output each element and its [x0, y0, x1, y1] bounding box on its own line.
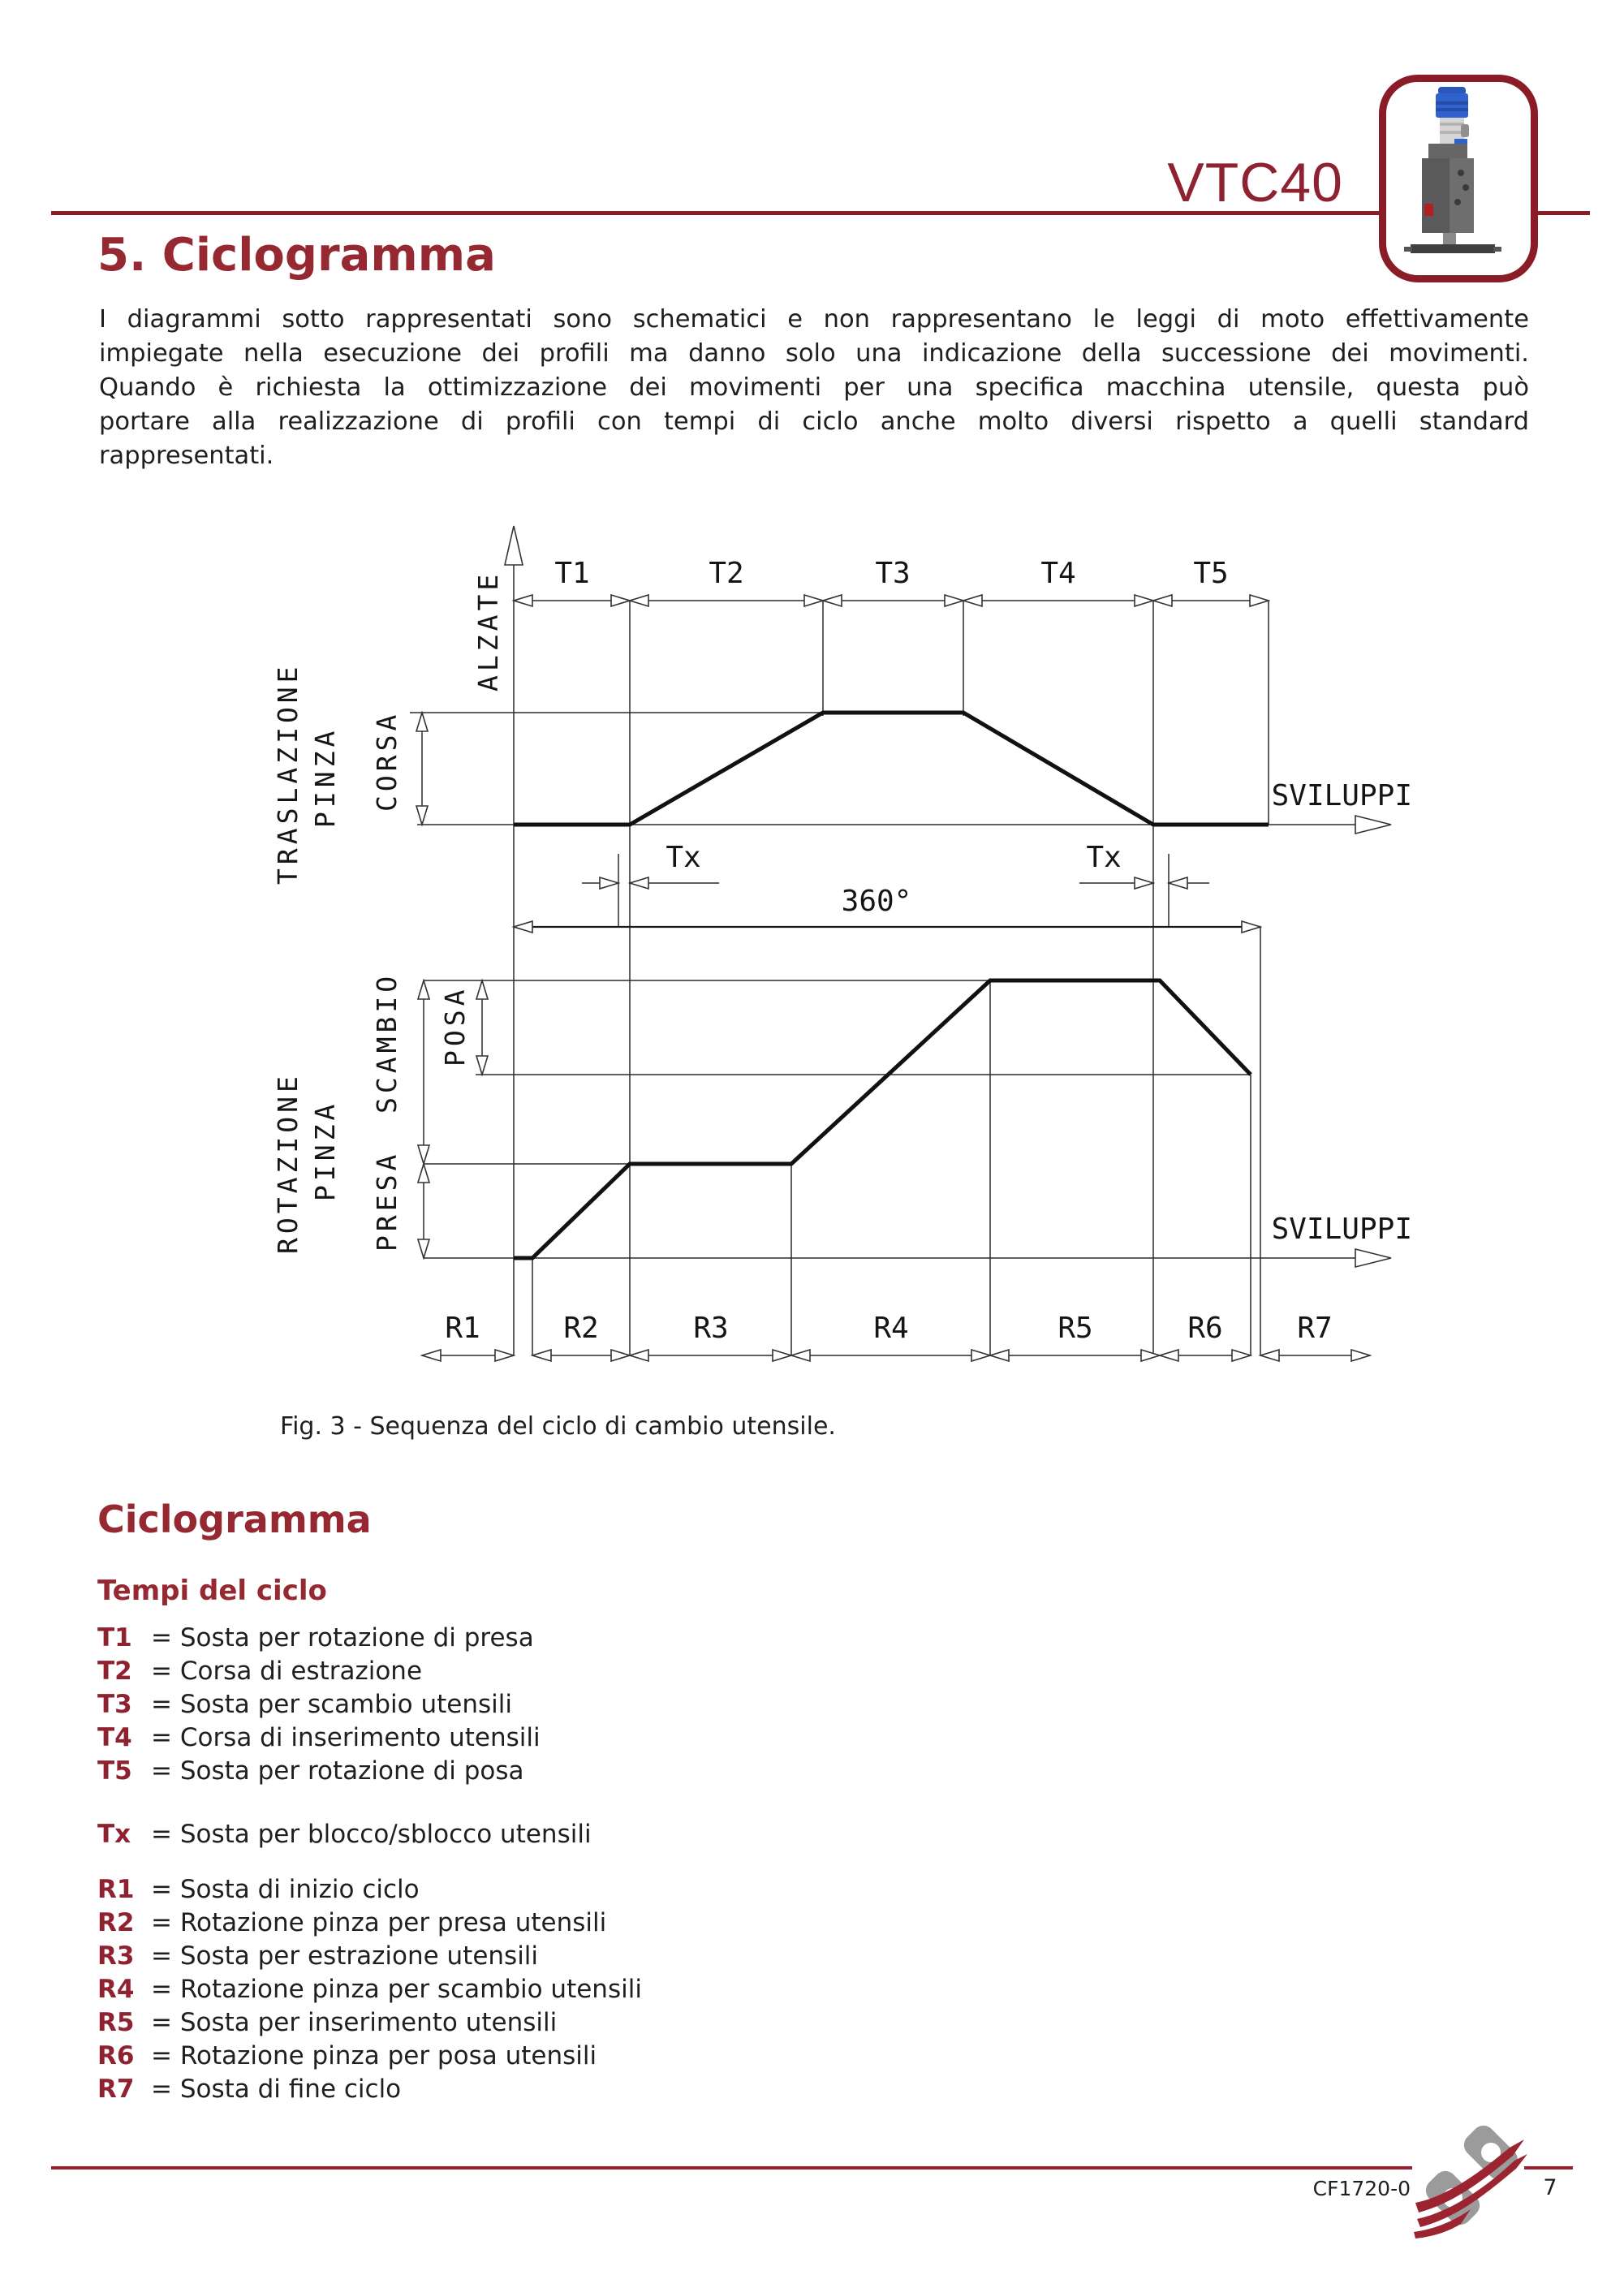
legend-desc: = Sosta per blocco/sblocco utensili [151, 1820, 592, 1849]
legend-key: T2 [97, 1657, 132, 1686]
footer-rule-left [51, 2166, 1412, 2170]
t3-segment-label: T3 [875, 557, 911, 590]
legend-key: R5 [97, 2008, 135, 2037]
tool-changer-image [1386, 82, 1516, 261]
legend-key: R3 [97, 1941, 135, 1971]
footer-rule-right [1524, 2166, 1573, 2170]
r1-segment-label: R1 [445, 1312, 480, 1345]
legend-desc: = Sosta per rotazione di posa [151, 1756, 524, 1786]
posa-label: POSA [439, 985, 471, 1066]
legend-key: T4 [97, 1723, 132, 1752]
t1-segment-label: T1 [554, 557, 590, 590]
legend-desc: = Sosta per inserimento utensili [151, 2008, 558, 2037]
cyclogram-drawing [260, 503, 1428, 1396]
legend-key: Tx [97, 1820, 131, 1849]
tx-left-label: Tx [666, 841, 701, 874]
legend-item-t4 [97, 1721, 541, 1755]
legend-key: R1 [97, 1875, 135, 1904]
sviluppi-top-arrow [1355, 816, 1391, 834]
paragraph-line: rappresentati. [99, 442, 274, 470]
legend-item-r4 [97, 1973, 642, 2006]
subsection-subtitle: Tempi del ciclo [97, 1575, 327, 1607]
legend-desc: = Rotazione pinza per presa utensili [151, 1908, 607, 1937]
paragraph-line: portare alla realizzazione di profili con tempi di ciclo anche molto diversi rispetto a quelli standard [99, 407, 1529, 436]
legend-desc: = Sosta per estrazione utensili [151, 1941, 539, 1971]
legend-desc: = Sosta di inizio ciclo [151, 1875, 420, 1904]
legend-item-r7 [97, 2073, 642, 2106]
legend-key: T1 [97, 1623, 132, 1652]
legend-item-t5 [97, 1755, 541, 1788]
alzate-axis-label: ALZATE [472, 570, 504, 692]
subsection-title: Ciclogramma [97, 1497, 372, 1541]
legend-item-r6 [97, 2040, 642, 2073]
legend-item-tx [97, 1818, 592, 1851]
corsa-label: CORSA [371, 710, 403, 812]
presa-label: PRESA [371, 1150, 403, 1252]
rotazione-label: ROTAZIONE [272, 1072, 304, 1254]
legend-key: R2 [97, 1908, 135, 1937]
rotation-profile [514, 980, 1251, 1258]
r5-segment-label: R5 [1058, 1312, 1093, 1345]
company-logo-icon [1412, 2118, 1530, 2244]
sviluppi-top-label: SVILUPPI [1271, 779, 1412, 812]
legend-key: T5 [97, 1756, 132, 1786]
rotazione-pinza-label: PINZA [309, 1100, 341, 1201]
legend-desc: = Rotazione pinza per scambio utensili [151, 1975, 642, 2004]
traslazione-label: TRASLAZIONE [272, 662, 304, 885]
rotation-360-label: 360° [841, 885, 912, 918]
r-legend-list [97, 1873, 642, 2106]
legend-desc: = Rotazione pinza per posa utensili [151, 2041, 597, 2070]
r4-segment-label: R4 [873, 1312, 909, 1345]
legend-desc: = Sosta per scambio utensili [151, 1690, 512, 1719]
legend-key: R6 [97, 2041, 135, 2070]
legend-key: R4 [97, 1975, 135, 2004]
legend-item-t2 [97, 1655, 541, 1688]
legend-item-t1 [97, 1622, 541, 1655]
document-code: CF1720-0 [1312, 2177, 1411, 2200]
paragraph-line: Quando è richiesta la ottimizzazione dei movimenti per una specifica macchina utensile, questa può [99, 373, 1529, 402]
sviluppi-bottom-label: SVILUPPI [1271, 1213, 1412, 1246]
t5-segment-label: T5 [1193, 557, 1229, 590]
figure-caption: Fig. 3 - Sequenza del ciclo di cambio utensile. [280, 1412, 836, 1441]
product-name: VTC40 [1167, 152, 1343, 213]
legend-key: R7 [97, 2075, 135, 2104]
scambio-label: SCAMBIO [371, 972, 403, 1114]
paragraph-line: I diagrammi sotto rappresentati sono schematici e non rappresentano le leggi di moto effettivamente [99, 305, 1529, 334]
translation-profile [514, 713, 1269, 825]
legend-desc: = Sosta di fine ciclo [151, 2075, 402, 2104]
company-logo [1412, 2118, 1530, 2247]
t-legend-list [97, 1622, 541, 1788]
tx-legend-list [97, 1818, 592, 1851]
legend-key: T3 [97, 1690, 132, 1719]
section-title: 5. Ciclogramma [97, 229, 496, 282]
tx-right-label: Tx [1086, 841, 1122, 874]
r6-segment-label: R6 [1187, 1312, 1223, 1345]
intro-paragraph [99, 303, 1529, 473]
page-number: 7 [1543, 2175, 1557, 2200]
alzate-axis-arrow [505, 526, 523, 565]
t2-segment-label: T2 [709, 557, 744, 590]
sviluppi-bottom-arrow [1355, 1249, 1391, 1267]
r7-segment-label: R7 [1297, 1312, 1333, 1345]
legend-desc: = Corsa di inserimento utensili [151, 1723, 541, 1752]
legend-item-r5 [97, 2006, 642, 2040]
r3-segment-label: R3 [693, 1312, 729, 1345]
legend-item-r1 [97, 1873, 642, 1907]
traslazione-pinza-label: PINZA [309, 726, 341, 828]
legend-item-t3 [97, 1688, 541, 1721]
paragraph-line: impiegate nella esecuzione dei profili ma danno solo una indicazione della successione dei movimenti. [99, 339, 1529, 368]
cyclogram-figure [260, 503, 1428, 1396]
legend-desc: = Sosta per rotazione di presa [151, 1623, 534, 1652]
header-rule-right [1537, 211, 1590, 215]
legend-desc: = Corsa di estrazione [151, 1657, 423, 1686]
product-image-frame [1379, 75, 1538, 282]
legend-item-r2 [97, 1907, 642, 1940]
r2-segment-label: R2 [563, 1312, 599, 1345]
t4-segment-label: T4 [1040, 557, 1076, 590]
legend-item-r3 [97, 1940, 642, 1973]
